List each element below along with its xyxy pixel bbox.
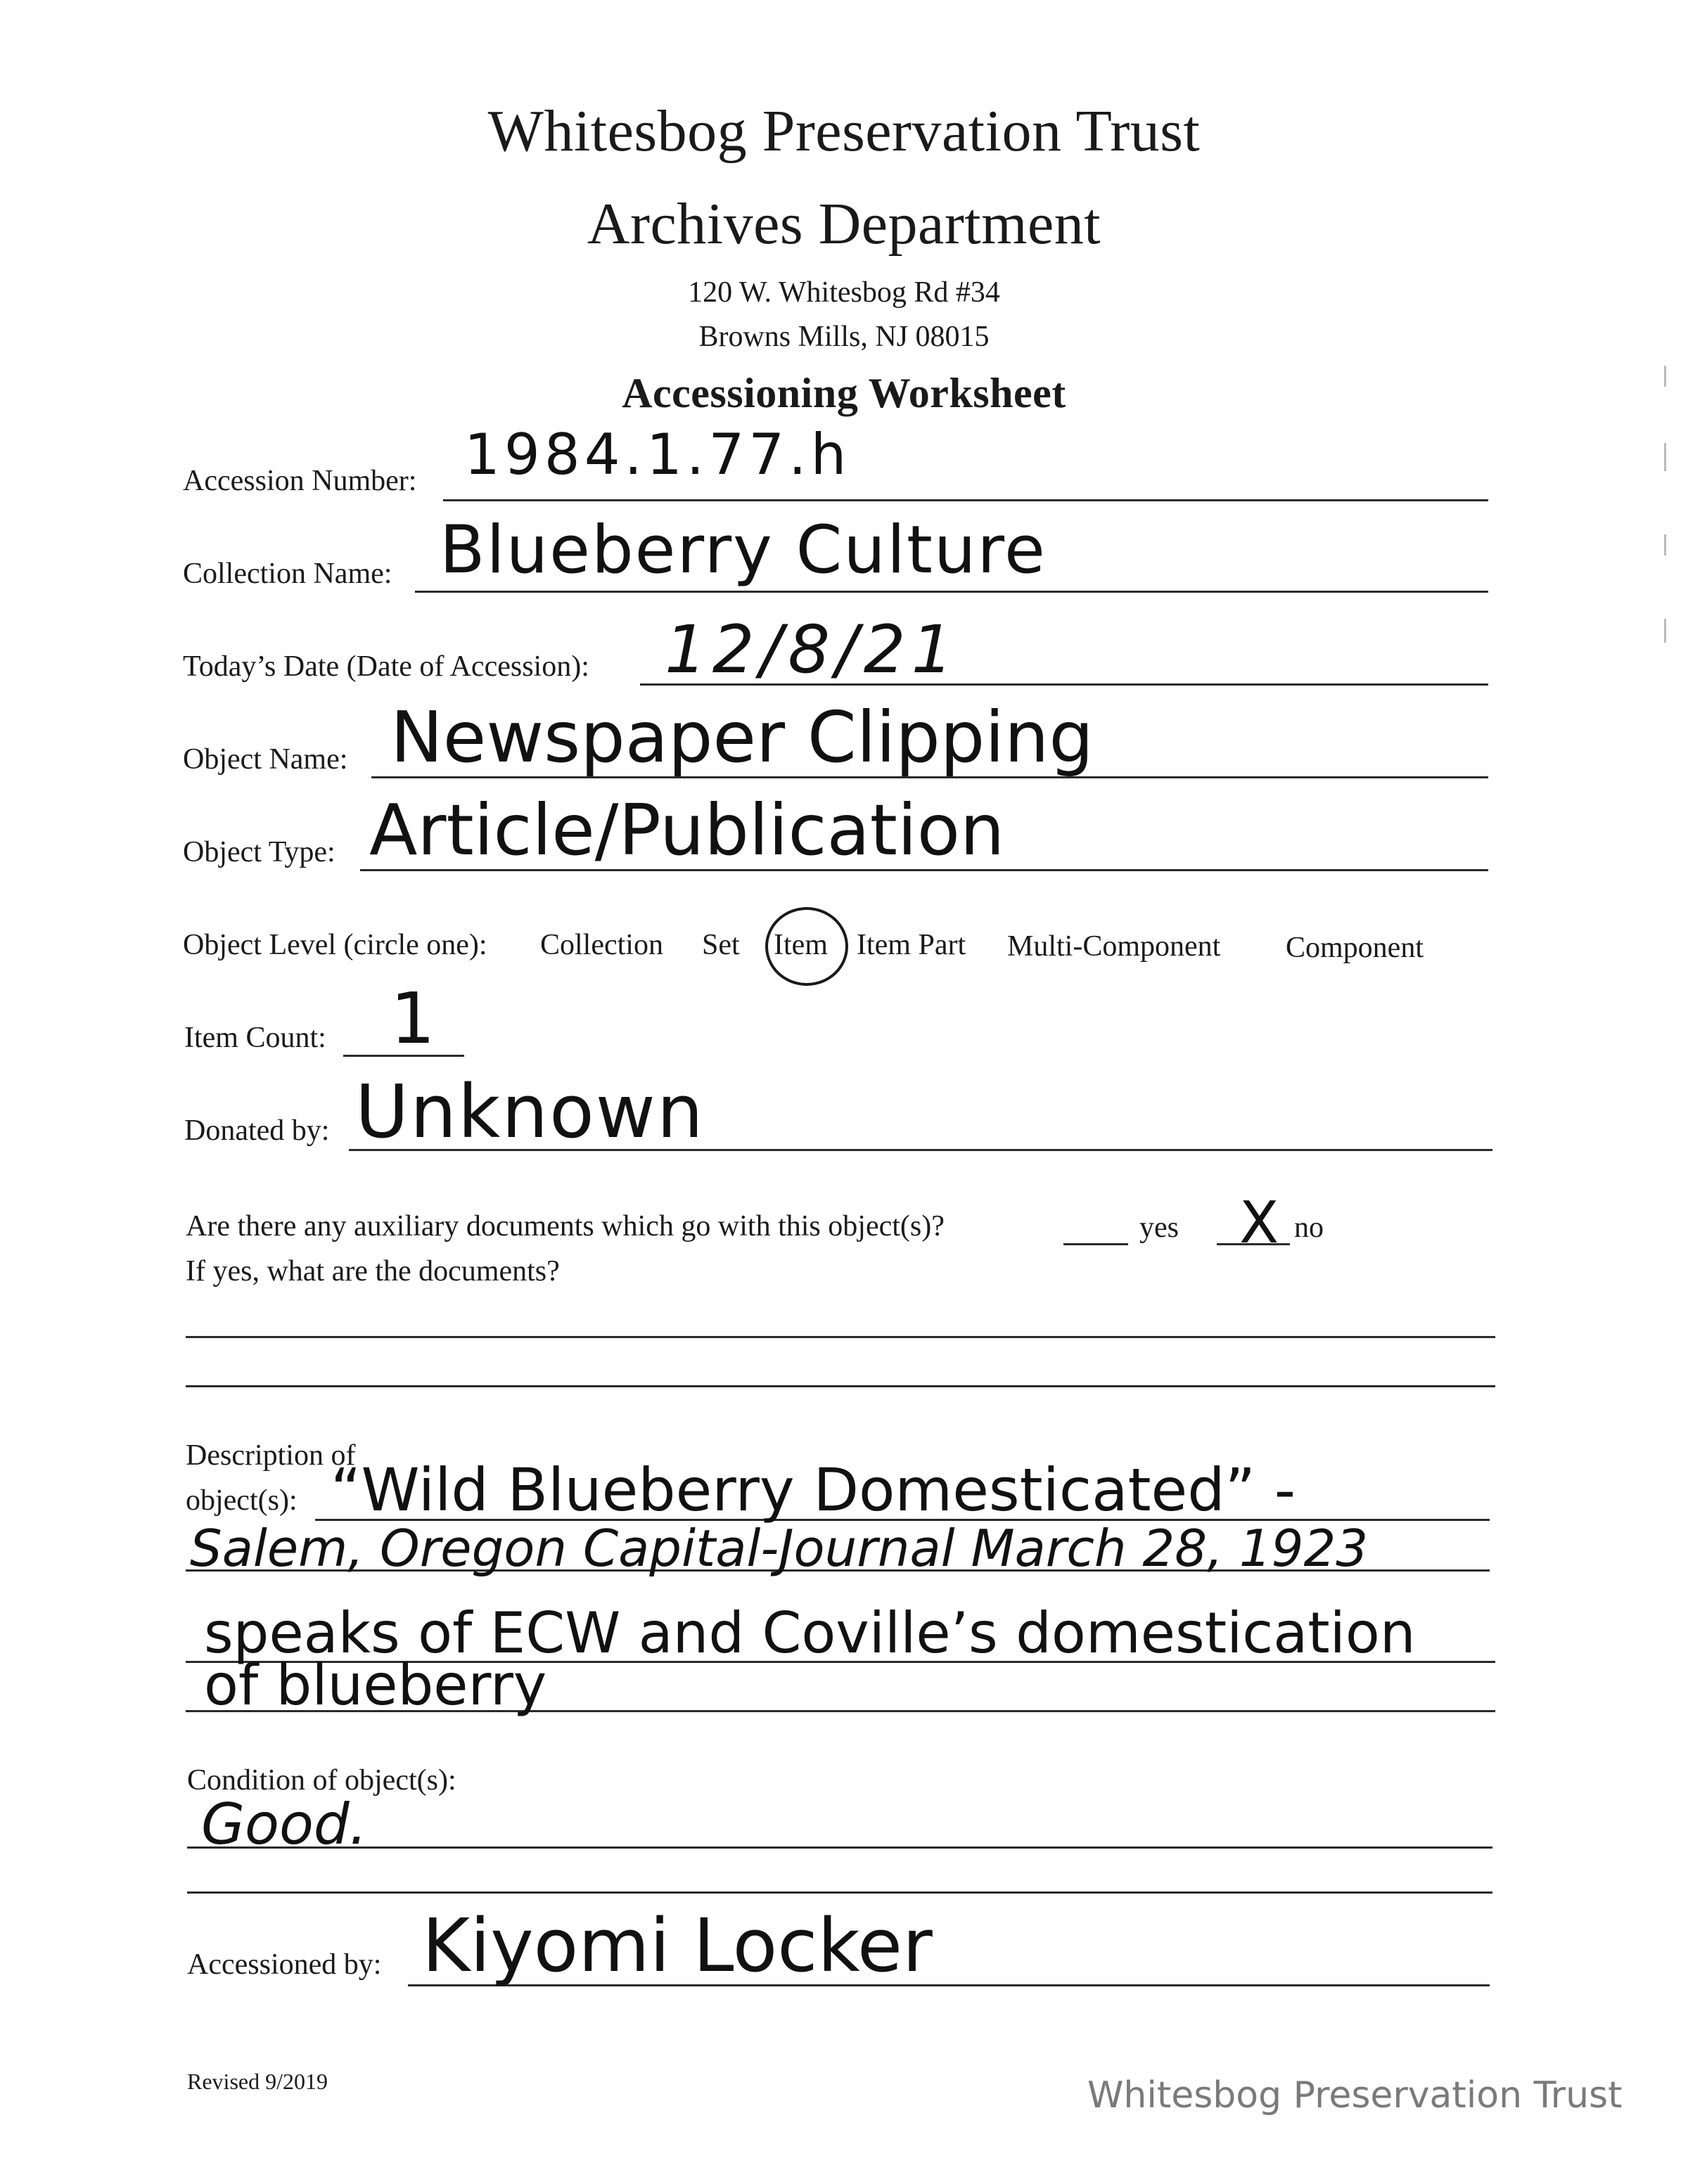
object-name-value[interactable]: Newspaper Clipping: [390, 696, 1094, 778]
watermark: Whitesbog Preservation Trust: [1087, 2074, 1623, 2116]
description-label-line-1: Description of: [186, 1439, 356, 1472]
object-type-label: Object Type:: [183, 836, 335, 868]
collection-name-line: [415, 591, 1488, 593]
item-count-label: Item Count:: [184, 1022, 326, 1054]
description-text-1[interactable]: “Wild Blueberry Domesticated” -: [331, 1456, 1296, 1524]
object-level-option-collection[interactable]: Collection: [540, 929, 663, 961]
description-label-line-2: object(s):: [186, 1484, 298, 1517]
accessioned-by-label: Accessioned by:: [187, 1948, 382, 1981]
object-level-option-component[interactable]: Component: [1286, 932, 1424, 964]
accession-number-value[interactable]: 1984.1.77.h: [464, 422, 851, 487]
object-level-option-item-part[interactable]: Item Part: [857, 929, 966, 961]
revised-note: Revised 9/2019: [187, 2069, 328, 2094]
accession-number-label: Accession Number:: [183, 465, 417, 497]
department-title: Archives Department: [587, 191, 1101, 257]
scan-speck: [1664, 534, 1666, 555]
address-line-1: 120 W. Whitesbog Rd #34: [688, 276, 1000, 309]
description-text-2[interactable]: Salem, Oregon Capital-Journal March 28, 1923: [190, 1519, 1369, 1578]
auxiliary-answer-line-2[interactable]: [186, 1385, 1495, 1387]
accessioned-by-value[interactable]: Kiyomi Locker: [422, 1903, 933, 1989]
scan-speck: [1664, 443, 1666, 471]
object-level-option-multi-component[interactable]: Multi-Component: [1007, 930, 1221, 963]
auxiliary-no-mark: X: [1239, 1190, 1279, 1257]
object-level-label: Object Level (circle one):: [183, 929, 487, 961]
condition-line-2: [187, 1891, 1492, 1894]
todays-date-label: Today’s Date (Date of Accession):: [183, 650, 589, 683]
selection-circle: [765, 907, 848, 986]
condition-value[interactable]: Good.: [201, 1792, 368, 1857]
org-title: Whitesbog Preservation Trust: [487, 98, 1201, 164]
auxiliary-question: Are there any auxiliary documents which go with this object(s)?: [186, 1210, 945, 1242]
description-text-3[interactable]: speaks of ECW and Coville’s domestication: [204, 1600, 1416, 1666]
todays-date-value[interactable]: 12/8/21: [665, 612, 959, 688]
auxiliary-yes-line[interactable]: [1063, 1243, 1128, 1245]
auxiliary-yes-label: yes: [1139, 1212, 1179, 1244]
auxiliary-no-label: no: [1294, 1212, 1324, 1244]
donated-by-label: Donated by:: [184, 1115, 330, 1147]
address-line-2: Browns Mills, NJ 08015: [698, 321, 990, 353]
auxiliary-followup: If yes, what are the documents?: [186, 1255, 560, 1287]
object-level-option-set[interactable]: Set: [702, 929, 740, 961]
collection-name-value[interactable]: Blueberry Culture: [440, 512, 1047, 589]
item-count-value[interactable]: 1: [390, 977, 435, 1060]
accession-number-line: [443, 499, 1488, 501]
description-text-4[interactable]: of blueberry: [204, 1652, 547, 1718]
scan-speck: [1664, 619, 1666, 643]
auxiliary-answer-line-1[interactable]: [186, 1336, 1495, 1338]
condition-line-1: [187, 1846, 1492, 1849]
object-level-option-item[interactable]: Item: [774, 929, 828, 961]
object-type-value[interactable]: Article/Publication: [369, 789, 1005, 871]
object-name-label: Object Name:: [183, 743, 348, 776]
condition-label: Condition of object(s):: [187, 1764, 456, 1797]
scan-speck: [1664, 366, 1666, 387]
form-title: Accessioning Worksheet: [622, 370, 1066, 416]
collection-name-label: Collection Name:: [183, 558, 392, 590]
donated-by-value[interactable]: Unknown: [355, 1069, 705, 1155]
